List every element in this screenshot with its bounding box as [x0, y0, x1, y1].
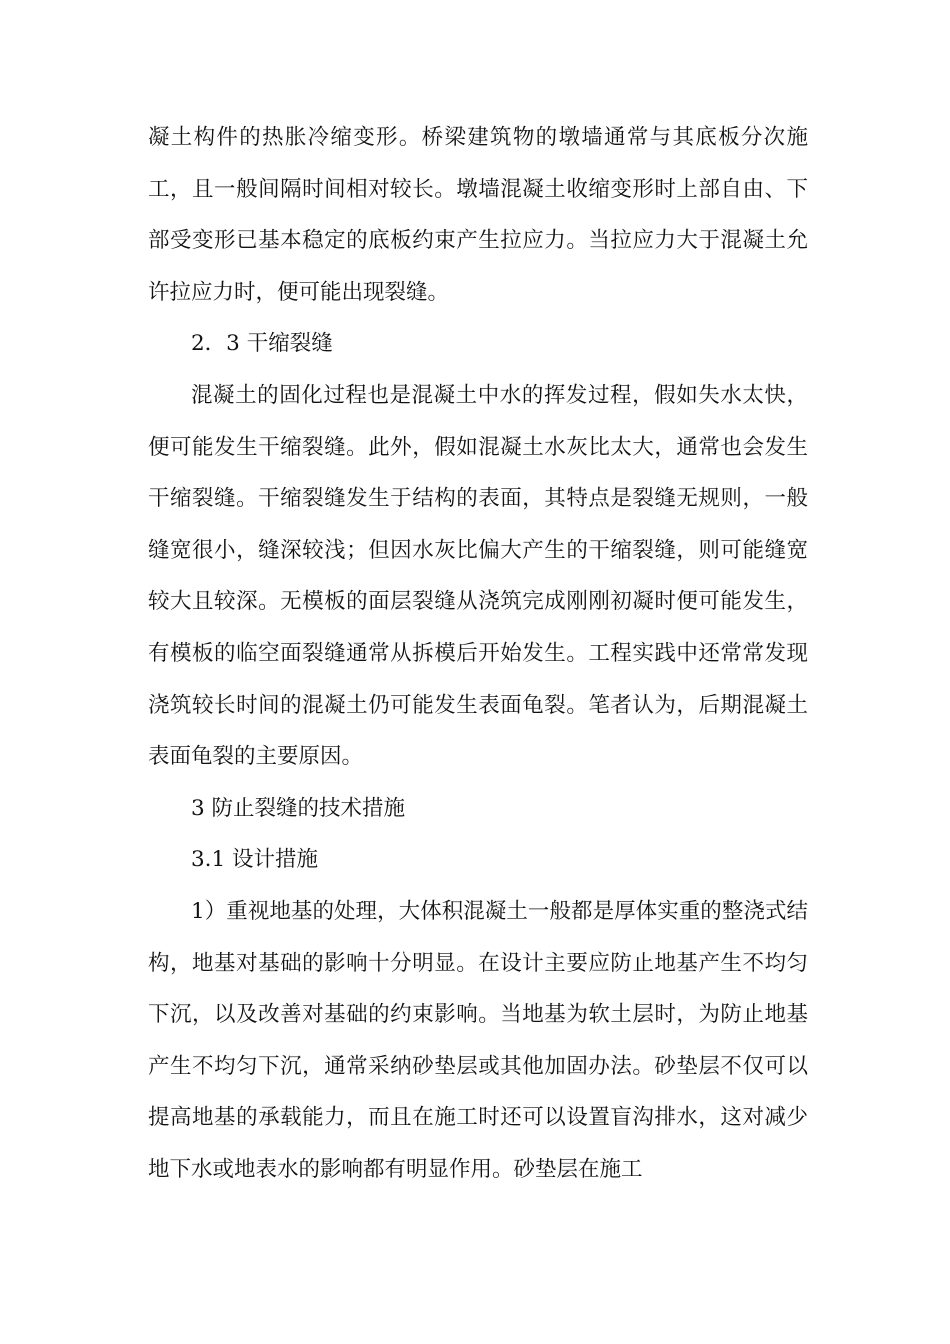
section-heading-3: 3 防止裂缝的技术措施 — [191, 795, 406, 821]
paragraph-shrinkage-cracks: 混凝土的固化过程也是混凝土中水的挥发过程，假如失水太快，便可能发生干缩裂缝。此外，假如混凝土水灰比太大，通常也会发生干缩裂缝。干缩裂缝发生于结构的表面，其特点是裂缝无规则，一般缝宽很小，缝深较浅；但因水灰比偏大产生的干缩裂缝，则可能缝宽较大且较深。无模板的面层裂缝从浇筑完成刚刚初凝时便可能发生，有模板的临空面裂缝通常从拆模后开始发生。工程实践中还常常发现浇筑较长时间的混凝土仍可能发生表面龟裂。笔者认为，后期混凝土表面龟裂的主要原因。 — [148, 382, 808, 770]
section-heading-2-3: 2．3 干缩裂缝 — [191, 331, 333, 357]
document-body — [148, 112, 808, 1195]
section-heading-3-1: 3.1 设计措施 — [191, 847, 319, 873]
paragraph-foundation-treatment: 1）重视地基的处理，大体积混凝土一般都是厚体实重的整浇式结构，地基对基础的影响十分明显。在设计主要应防止地基产生不均匀下沉，以及改善对基础的约束影响。当地基为软土层时，为防止地基产生不均匀下沉，通常采纳砂垫层或其他加固办法。砂垫层不仅可以提高地基的承载能力，而且在施工时还可以设置盲沟排水，这对减少地下水或地表水的影响都有明显作用。砂垫层在施工 — [148, 898, 808, 1182]
paragraph-thermal-cracks-continued: 凝土构件的热胀冷缩变形。桥梁建筑物的墩墙通常与其底板分次施工，且一般间隔时间相对较长。墩墙混凝土收缩变形时上部自由、下部受变形已基本稳定的底板约束产生拉应力。当拉应力大于混凝土允许拉应力时，便可能出现裂缝。 — [148, 125, 808, 305]
